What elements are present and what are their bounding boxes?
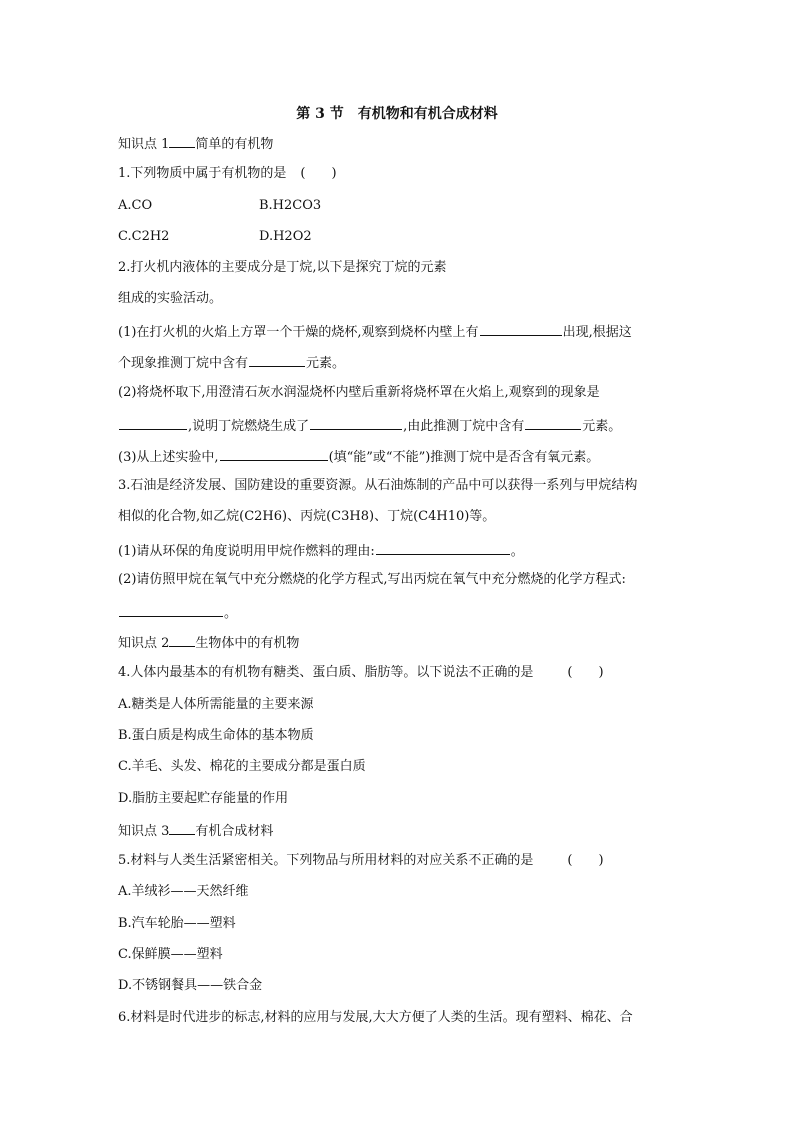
question-3-part-2-continued [118,603,237,622]
knowledge-point-name: 简单的有机物 [195,137,274,152]
part-text: 个现象推测丁烷中含有 [118,356,249,371]
page-title: 第 3 节 有机物和有机合成材料 [296,106,498,122]
answer-blank[interactable] [220,447,328,461]
answer-blank[interactable] [249,353,305,367]
question-5 [118,853,604,869]
answer-blank[interactable] [169,135,195,148]
answer-blank[interactable] [525,416,581,430]
answer-bracket[interactable]: ( ) [567,853,604,868]
question-4-option-b: B.蛋白质是构成生命体的基本物质 [118,728,314,743]
question-stem: 4.人体内最基本的有机物有糖类、蛋白质、脂肪等。以下说法不正确的是 [118,665,534,680]
part-text: (1)请从环保的角度说明用甲烷作燃料的理由: [118,544,375,559]
question-4-option-d: D.脂肪主要起贮存能量的作用 [118,791,289,806]
knowledge-point-prefix: 知识点 3 [118,824,170,839]
question-2-part-2: (2)将烧杯取下,用澄清石灰水润湿烧杯内壁后重新将烧杯罩在火焰上,观察到的现象是 [118,385,600,400]
part-text: ,由此推测丁烷中含有 [403,419,525,434]
question-2-part-2-continued [118,416,621,435]
part-text: (3)从上述实验中, [118,450,219,465]
question-1-option-b: B.H2CO3 [259,198,322,213]
question-3-stem: 3.石油是经济发展、国防建设的重要资源。从石油炼制的产品中可以获得一系列与甲烷结构 [118,478,638,493]
question-5-option-b: B.汽车轮胎——塑料 [118,916,236,931]
question-1 [118,166,337,182]
question-1-option-a: A.CO [118,198,153,213]
question-4-option-a: A.糖类是人体所需能量的主要来源 [118,697,314,712]
part-text: ,说明丁烷燃烧生成了 [188,419,310,434]
question-2-stem-continued: 组成的实验活动。 [118,291,223,306]
answer-blank[interactable] [119,416,187,430]
knowledge-point-name: 生物体中的有机物 [195,636,300,651]
knowledge-point-1 [118,135,273,153]
question-stem: 1.下列物质中属于有机物的是 [118,166,287,181]
part-text: 元素。 [306,356,346,371]
question-3-part-2: (2)请仿照甲烷在氧气中充分燃烧的化学方程式,写出丙烷在氧气中充分燃烧的化学方程式: [118,572,626,587]
question-5-option-c: C.保鲜膜——塑料 [118,947,223,962]
part-text: 元素。 [582,419,622,434]
question-1-option-c: C.C2H2 [118,229,170,244]
question-3-part-1 [118,541,524,560]
question-2-part-3 [118,447,599,466]
question-6-stem: 6.材料是时代进步的标志,材料的应用与发展,大大方便了人类的生活。现有塑料、棉花、合 [118,1010,633,1025]
answer-blank[interactable] [119,603,223,617]
knowledge-point-2 [118,634,299,652]
answer-bracket[interactable]: ( ) [300,166,337,181]
part-text: 。 [224,606,238,621]
knowledge-point-name: 有机合成材料 [195,824,274,839]
knowledge-point-3 [118,822,273,840]
answer-blank[interactable] [169,822,195,835]
question-4 [118,665,604,681]
part-text: 出现,根据这 [562,325,632,340]
question-2-part-1 [118,322,632,341]
answer-blank[interactable] [376,541,510,555]
question-stem: 5.材料与人类生活紧密相关。下列物品与所用材料的对应关系不正确的是 [118,853,534,868]
question-4-option-c: C.羊毛、头发、棉花的主要成分都是蛋白质 [118,759,366,774]
answer-blank[interactable] [480,322,562,336]
question-1-option-d: D.H2O2 [259,229,312,244]
part-text: (填“能”或“不能”)推测丁烷中是否含有氧元素。 [328,450,600,465]
question-2-stem: 2.打火机内液体的主要成分是丁烷,以下是探究丁烷的元素 [118,260,447,275]
answer-bracket[interactable]: ( ) [567,665,604,680]
answer-blank[interactable] [310,416,402,430]
question-2-part-1-continued [118,353,345,372]
question-3-stem-continued: 相似的化合物,如乙烷(C2H6)、丙烷(C3H8)、丁烷(C4H10)等。 [118,509,496,524]
part-text: (1)在打火机的火焰上方罩一个干燥的烧杯,观察到烧杯内壁上有 [118,325,479,340]
answer-blank[interactable] [169,634,195,647]
question-5-option-a: A.羊绒衫——天然纤维 [118,884,249,899]
knowledge-point-prefix: 知识点 1 [118,137,170,152]
question-5-option-d: D.不锈钢餐具——铁合金 [118,978,263,993]
knowledge-point-prefix: 知识点 2 [118,636,170,651]
part-text: 。 [510,544,524,559]
